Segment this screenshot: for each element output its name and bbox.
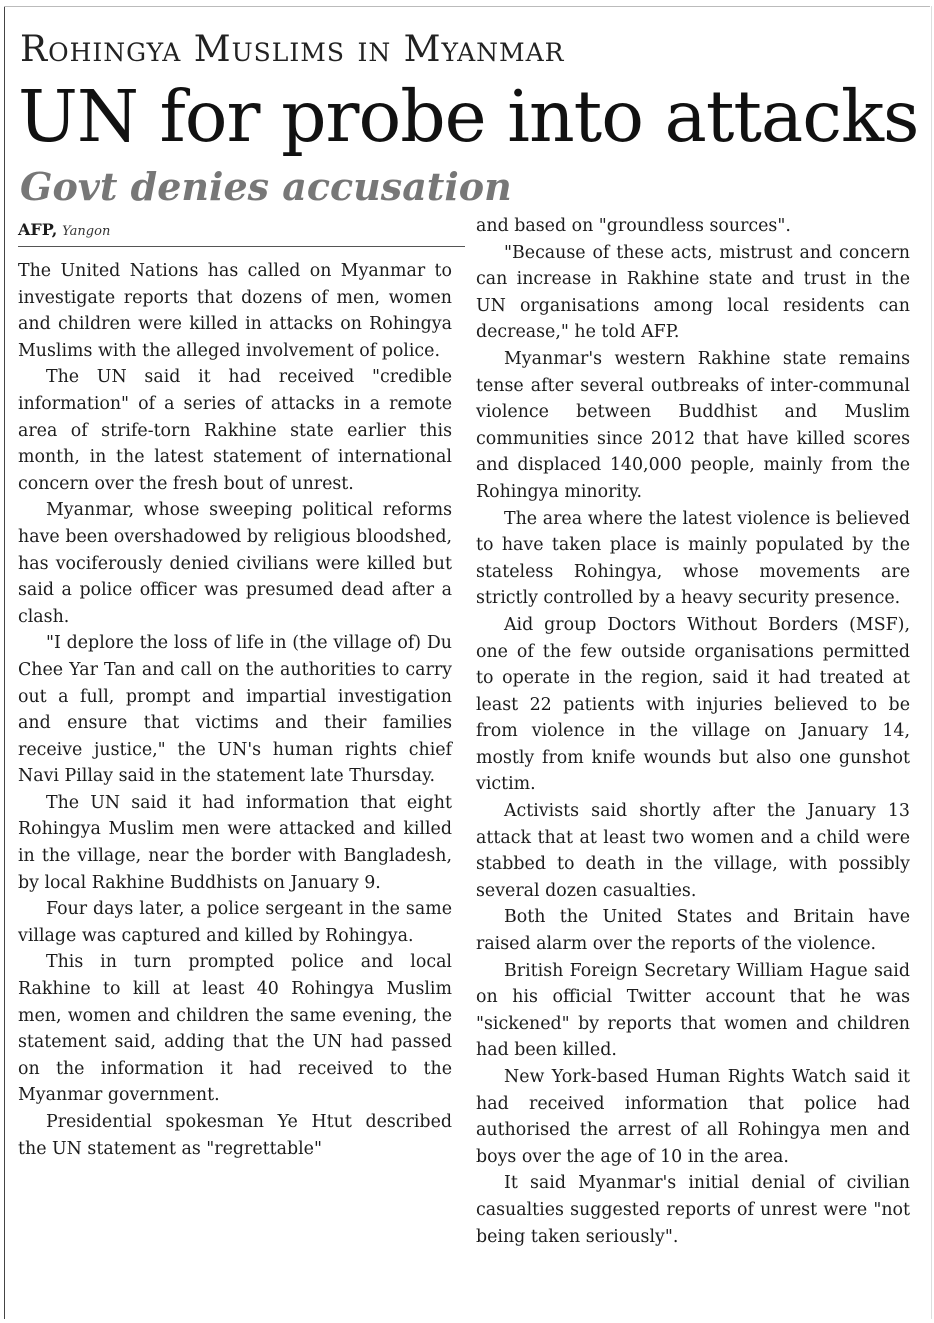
left-border-rule [4,6,5,1319]
paragraph: It said Myanmar's initial denial of civilian casualties suggested reports of unrest were "not being taken seriously". [476,1173,910,1247]
right-column [476,213,910,1250]
paragraph: Presidential spokesman Ye Htut described the UN statement as "regrettable" [18,1112,452,1159]
top-border-rule [4,6,930,7]
right-border-rule [931,6,932,1319]
paragraph: Four days later, a police sergeant in the same village was captured and killed by Rohingya. [18,899,452,946]
paragraph: The United Nations has called on Myanmar to investigate reports that dozens of men, women and children were killed in attacks on Rohingya Muslims with the alleged involvement of police. [18,261,452,361]
paragraph: The area where the latest violence is believed to have taken place is mainly populated by the stateless Rohingya, whose movements are strictly controlled by a heavy security presence. [476,508,910,609]
paragraph: Aid group Doctors Without Borders (MSF), one of the few outside organisations permitted to operate in the region, said it had treated at least 22 patients with injuries believed to be from violence in the village on January 14, mostly from knife wounds but also one gunshot victim. [476,614,910,795]
paragraph: "I deplore the loss of life in (the village of) Du Chee Yar Tan and call on the authorities to carry out a full, prompt and impartial investigation and ensure that victims and their families receive justice," the UN's human rights chief Navi Pillay said in the statement late Thursday. [18,633,452,787]
paragraph: and based on "groundless sources". [476,216,791,236]
kicker: Rohingya Muslims in Myanmar [20,29,565,70]
byline-agency: AFP, [18,220,58,239]
subheadline: Govt denies accusation [20,164,512,209]
paragraph: The UN said it had received "credible information" of a series of attacks in a remote area of strife-torn Rakhine state earlier this month, in the latest statement of international concern over the fresh bout of unrest. [18,367,452,494]
paragraph: Activists said shortly after the January 13 attack that at least two women and a child were stabbed to death in the village, with possibly several dozen casualties. [476,801,910,901]
paragraph: Myanmar's western Rakhine state remains tense after several outbreaks of inter-communal violence between Buddhist and Muslim communities since 2012 that have killed scores and displaced 140,000 people, mainly from the Rohingya minority. [476,348,910,502]
paragraph: Both the United States and Britain have raised alarm over the reports of the violence. [476,907,910,955]
paragraph: This in turn prompted police and local Rakhine to kill at least 40 Rohingya Muslim men, women and children the same evening, the statement said, adding that the UN had passed on the information it had received to the Myanmar government. [18,952,452,1106]
byline [18,220,110,242]
headline: UN for probe into attacks [18,75,919,158]
paragraph: New York-based Human Rights Watch said it had received information that police had authorised the arrest of all Rohingya men and boys over the age of 10 in the area. [476,1067,910,1167]
byline-location: Yangon [62,224,111,239]
byline-divider [18,246,465,247]
paragraph: Myanmar, whose sweeping political reforms have been overshadowed by religious bloodshed, has vociferously denied civilians were killed but said a police officer was presumed dead after a clash. [18,500,452,627]
paragraph: "Because of these acts, mistrust and concern can increase in Rakhine state and trust in the UN organisations among local residents can decrease," he told AFP. [476,242,910,343]
left-column [18,258,452,1162]
paragraph: British Foreign Secretary William Hague said on his official Twitter account that he was "sickened" by reports that women and children had been killed. [476,960,910,1061]
paragraph: The UN said it had information that eight Rohingya Muslim men were attacked and killed in the village, near the border with Bangladesh, by local Rakhine Buddhists on January 9. [18,792,452,893]
